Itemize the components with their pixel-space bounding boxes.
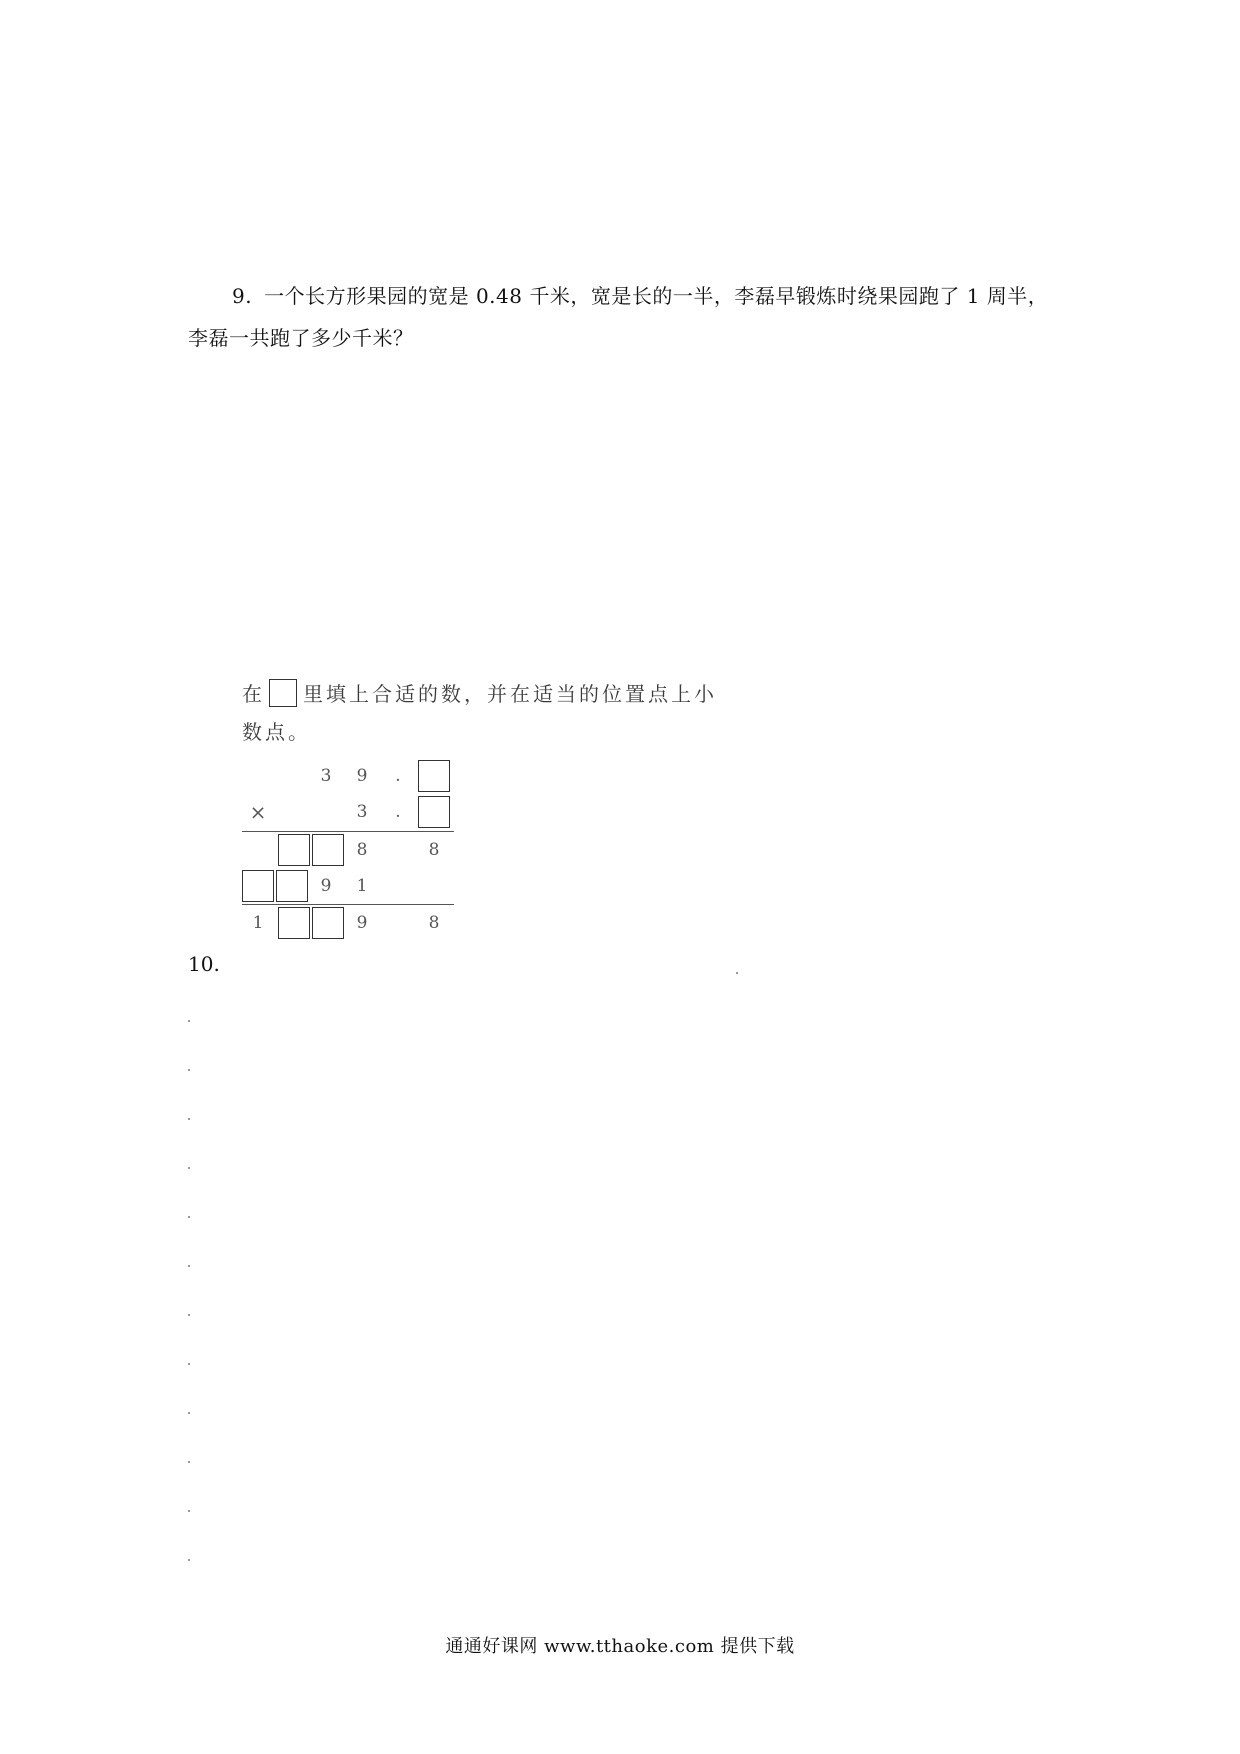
answer-line-dot [188, 1020, 190, 1022]
answer-line-dot [736, 972, 738, 974]
digit-cell: 3 [320, 766, 332, 786]
question-9-text-1: 一个长方形果园的宽是 0.48 千米，宽是长的一半，李磊早锻炼时绕果园跑了 1 周半， [264, 284, 1049, 308]
multiply-sign: × [249, 800, 267, 824]
decimal-point: . [395, 766, 401, 786]
answer-box[interactable] [418, 796, 450, 828]
answer-box[interactable] [242, 870, 274, 902]
answer-line-dot [188, 1559, 190, 1561]
digit-cell: 8 [428, 913, 440, 933]
digit-cell: 9 [356, 766, 368, 786]
answer-box[interactable] [312, 907, 344, 939]
answer-line-dot [188, 1510, 190, 1512]
digit-cell: 1 [356, 876, 368, 896]
answer-line-dot [188, 1461, 190, 1463]
answer-line-dot [188, 1069, 190, 1071]
answer-line-dot [188, 1118, 190, 1120]
figure-instruction-line-2: 数点。 [242, 720, 311, 744]
answer-line-dot [188, 1412, 190, 1414]
figure-instruction-line-1 [242, 678, 717, 707]
digit-cell: 9 [320, 876, 332, 896]
answer-box[interactable] [276, 870, 308, 902]
question-9-line-2: 李磊一共跑了多少千米？ [188, 326, 414, 350]
sum-divider-line [242, 904, 454, 905]
answer-line-dot [188, 1363, 190, 1365]
answer-box[interactable] [418, 760, 450, 792]
question-10-number: 10. [188, 952, 220, 976]
vertical-multiplication [242, 758, 462, 933]
digit-cell: 1 [252, 913, 264, 933]
answer-line-dot [188, 1216, 190, 1218]
digit-cell: 8 [356, 840, 368, 860]
instruction-prefix: 在 [242, 682, 265, 706]
answer-box[interactable] [312, 834, 344, 866]
digit-cell: 3 [356, 802, 368, 822]
answer-line-dot [188, 1265, 190, 1267]
question-9-number: 9. [232, 284, 253, 308]
answer-line-dot [188, 1167, 190, 1169]
digit-cell: 9 [356, 913, 368, 933]
instruction-sample-box [269, 679, 297, 707]
page-footer: 通通好课网 www.tthaoke.com 提供下载 [445, 1636, 795, 1657]
instruction-suffix: 里填上合适的数，并在适当的位置点上小 [303, 682, 717, 706]
answer-box[interactable] [278, 907, 310, 939]
question-9-line-1 [232, 280, 1048, 309]
digit-cell: 8 [428, 840, 440, 860]
multiplication-figure [242, 670, 722, 940]
answer-box[interactable] [278, 834, 310, 866]
answer-line-dot [188, 1314, 190, 1316]
decimal-point: . [395, 802, 401, 822]
product-divider-line [242, 831, 454, 832]
